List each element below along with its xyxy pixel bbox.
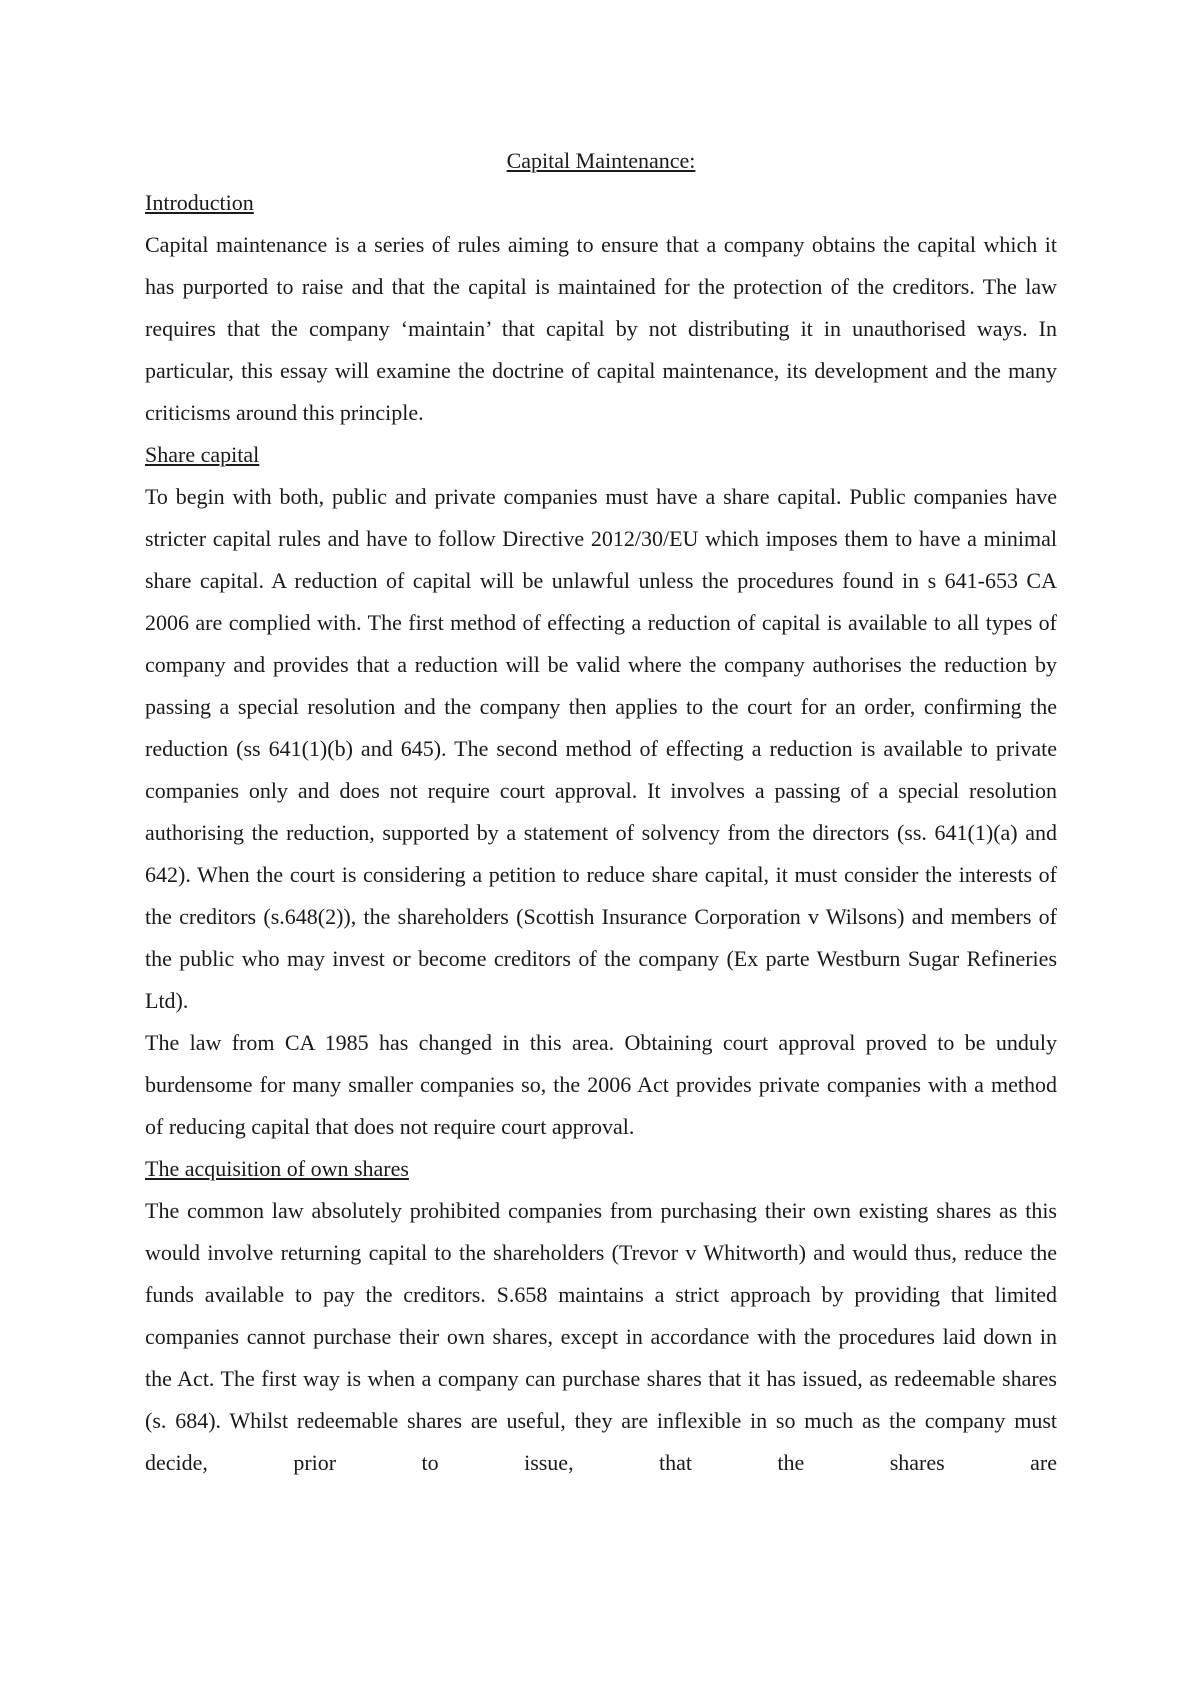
- document-page: [145, 140, 1057, 1484]
- paragraph: The law from CA 1985 has changed in this area. Obtaining court approval proved to be unduly burdensome for many smaller companies so, the 2006 Act provides private companies with a method of reducing capital that does not require court approval.: [145, 1030, 1057, 1139]
- paragraph: The common law absolutely prohibited companies from purchasing their own existing shares as this would involve returning capital to the shareholders (Trevor v Whitworth) and would thus, reduce the funds available to pay the creditors. S.658 maintains a strict approach by providing that limited companies cannot purchase their own shares, except in accordance with the procedures laid down in the Act. The first way is when a company can purchase shares that it has issued, as redeemable shares (s. 684). Whilst redeemable shares are useful, they are inflexible in so much as the company must decide, prior to issue, that the shares are: [145, 1198, 1057, 1475]
- section-heading-introduction: Introduction: [145, 190, 254, 215]
- paragraph: To begin with both, public and private companies must have a share capital. Public companies have stricter capital rules and have to follow Directive 2012/30/EU which imposes them to have a minimal share capital. A reduction of capital will be unlawful unless the procedures found in s 641-653 CA 2006 are complied with. The first method of effecting a reduction of capital is available to all types of company and provides that a reduction will be valid where the company authorises the reduction by passing a special resolution and the company then applies to the court for an order, confirming the reduction (ss 641(1)(b) and 645). The second method of effecting a reduction is available to private companies only and does not require court approval. It involves a passing of a special resolution authorising the reduction, supported by a statement of solvency from the directors (ss. 641(1)(a) and 642). When the court is considering a petition to reduce share capital, it must consider the interests of the creditors (s.648(2)), the shareholders (Scottish Insurance Corporation v Wilsons) and members of the public who may invest or become creditors of the company (Ex parte Westburn Sugar Refineries Ltd).: [145, 484, 1057, 1013]
- document-title: Capital Maintenance:: [506, 148, 696, 173]
- section-heading-share-capital: Share capital: [145, 442, 260, 467]
- section-heading-acquisition-of-own-shares: The acquisition of own shares: [145, 1156, 409, 1181]
- paragraph: Capital maintenance is a series of rules aiming to ensure that a company obtains the capital which it has purported to raise and that the capital is maintained for the protection of the creditors. The law requires that the company ‘maintain’ that capital by not distributing it in unauthorised ways. In particular, this essay will examine the doctrine of capital maintenance, its development and the many criticisms around this principle.: [145, 232, 1057, 425]
